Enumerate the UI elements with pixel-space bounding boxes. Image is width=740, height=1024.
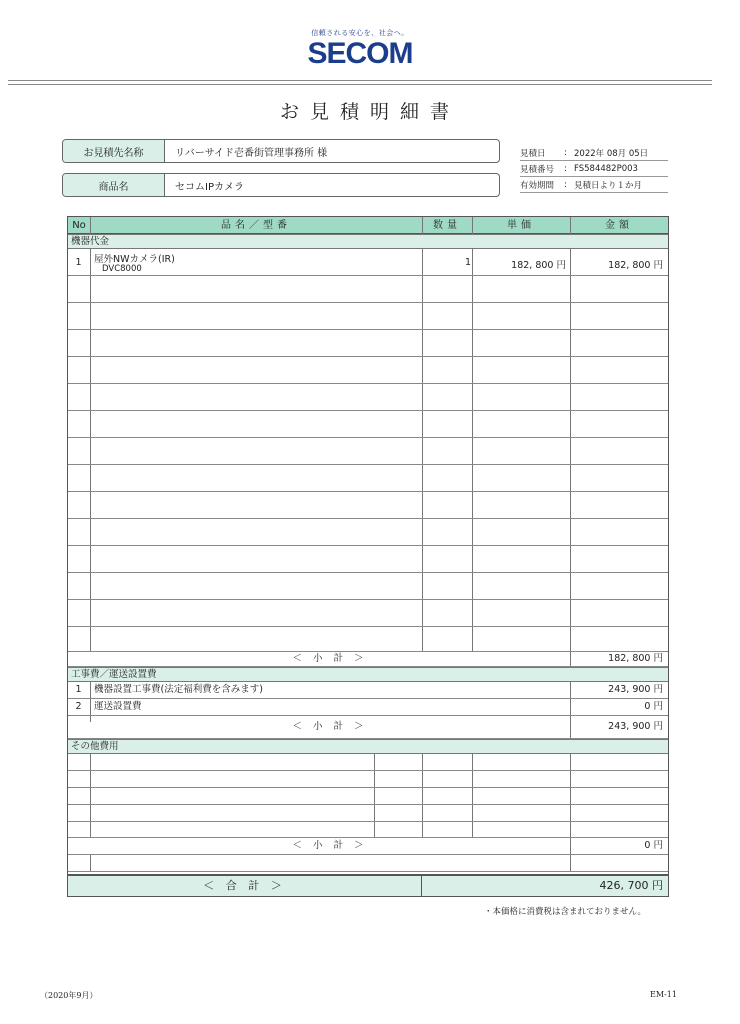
table-row-empty [68,771,668,788]
quote-date-value: 2022年 08月 05日 [574,148,649,159]
tax-note: ・本価格に消費税は含まれておりません。 [484,907,647,917]
construction-subtotal: 243, 900 円 [608,721,663,732]
secom-logo [300,28,420,70]
col-qty-header: 数量 [433,220,461,231]
footer-date: （2020年9月） [40,991,98,1000]
col-no-header: No [72,220,86,231]
section-other-title: その他費用 [68,739,668,754]
product-label: 商品名 [63,174,165,196]
quote-meta [520,145,668,193]
table-row-empty [68,855,668,872]
row-no: 1 [75,684,82,695]
table-row-empty [68,411,668,438]
validity-label: 有効期間 [520,180,555,191]
document-title: お見積明細書 [279,101,460,123]
product-box [62,173,500,197]
logo-tagline: 信頼される安心を、社会へ。 [311,29,409,37]
table-row [68,699,668,716]
validity-value: 見積日より１か月 [574,180,643,191]
table-row-empty [68,822,668,838]
construction-subtotal-row [68,716,668,739]
table-header [68,217,668,234]
estimate-table [67,216,669,897]
table-row-empty [68,492,668,519]
section-construction-title: 工事費／運送設置費 [68,667,668,682]
table-row-empty [68,303,668,330]
item-name: 屋外NWカメラ(IR) [94,254,175,265]
logo-brand: SECOM [307,37,413,70]
table-row-empty [68,330,668,357]
form-code: EM-11 [650,990,677,999]
quote-number-value: FS584482P003 [574,163,638,174]
item-amount: 0 円 [644,701,663,712]
table-row-empty [68,384,668,411]
customer-label: お見積先名称 [63,140,165,162]
table-row-empty [68,788,668,805]
item-qty: 1 [464,257,471,268]
table-row [68,249,668,276]
equipment-subtotal: 182, 800 円 [608,653,663,664]
quote-number-label: 見積番号 [520,164,555,175]
quote-number-row: 見積番号 : FS584482P003 [520,161,668,177]
grand-total-row [68,874,668,896]
section-equipment-title: 機器代金 [68,234,668,249]
header-rule-2 [8,84,712,85]
grand-total-value: 426, 700 円 [599,879,663,892]
other-subtotal-row [68,838,668,855]
item-name: 運送設置費 [94,701,142,712]
product-value: セコムIPカメラ [175,181,244,193]
validity-row: 有効期間 : 見積日より１か月 [520,177,668,193]
table-row-empty [68,465,668,492]
quote-date-label: 見積日 [520,148,546,159]
customer-box [62,139,500,163]
col-unit-price-header: 単価 [507,220,535,231]
table-row-empty [68,438,668,465]
customer-value: リバーサイド壱番街管理事務所 様 [175,147,328,159]
header-rule [8,80,712,81]
table-row-empty [68,627,668,652]
table-row [68,682,668,699]
table-row-empty [68,805,668,822]
item-model: DVC8000 [102,264,142,274]
table-row-empty [68,276,668,303]
table-row-empty [68,600,668,627]
subtotal-label: ＜ 小 計 ＞ [292,840,368,851]
table-row-empty [68,754,668,771]
col-amount-header: 金額 [605,220,633,231]
row-no: 2 [75,701,82,712]
col-item-header: 品名／型番 [221,220,291,231]
item-amount: 243, 900 円 [608,684,663,695]
subtotal-label: ＜ 小 計 ＞ [292,653,368,664]
quote-date-row: 見積日 : 2022年 08月 05日 [520,145,668,161]
item-amount: 182, 800 円 [608,260,663,271]
item-unit-price: 182, 800 円 [511,260,566,271]
item-name: 機器設置工事費(法定福利費を含みます) [94,684,263,695]
row-no: 1 [75,257,82,268]
table-row-empty [68,573,668,600]
table-row-empty [68,546,668,573]
table-row-empty [68,519,668,546]
grand-total-label: ＜ 合 計 ＞ [68,876,422,896]
other-subtotal: 0 円 [644,840,663,851]
table-row-empty [68,357,668,384]
equipment-subtotal-row [68,652,668,667]
subtotal-label: ＜ 小 計 ＞ [292,721,368,732]
